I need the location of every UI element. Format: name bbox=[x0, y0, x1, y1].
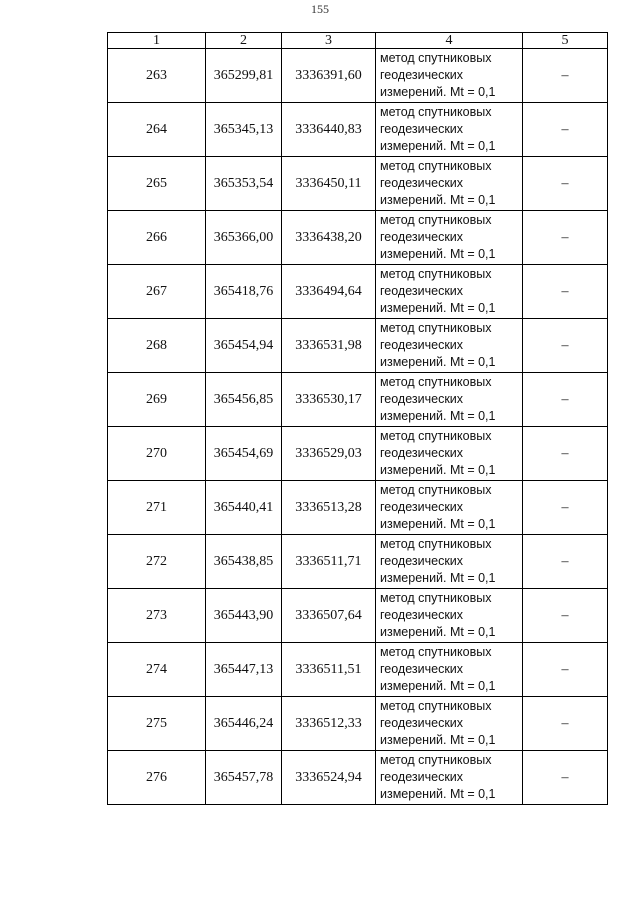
method-cell bbox=[376, 373, 523, 427]
header-col-1: 1 bbox=[108, 33, 206, 49]
method-text-line: измерений. Mt = 0,1 bbox=[380, 463, 496, 477]
table-row bbox=[108, 481, 608, 535]
note-cell: – bbox=[523, 373, 608, 427]
point-number-cell: 269 bbox=[108, 373, 206, 427]
method-text-line: измерений. Mt = 0,1 bbox=[380, 625, 496, 639]
method-text-line: метод спутниковых bbox=[380, 213, 492, 227]
y-coordinate-cell: 3336513,28 bbox=[282, 481, 376, 535]
method-text-line: измерений. Mt = 0,1 bbox=[380, 733, 496, 747]
x-coordinate-cell: 365353,54 bbox=[206, 157, 282, 211]
point-number-cell: 276 bbox=[108, 751, 206, 805]
method-text-line: измерений. Mt = 0,1 bbox=[380, 571, 496, 585]
x-coordinate-cell: 365446,24 bbox=[206, 697, 282, 751]
method-cell bbox=[376, 697, 523, 751]
method-cell bbox=[376, 589, 523, 643]
method-cell bbox=[376, 265, 523, 319]
point-number-cell: 272 bbox=[108, 535, 206, 589]
method-text-line: измерений. Mt = 0,1 bbox=[380, 139, 496, 153]
point-number-cell: 274 bbox=[108, 643, 206, 697]
y-coordinate-cell: 3336511,51 bbox=[282, 643, 376, 697]
method-text-line: метод спутниковых bbox=[380, 321, 492, 335]
table-row bbox=[108, 373, 608, 427]
x-coordinate-cell: 365440,41 bbox=[206, 481, 282, 535]
method-cell bbox=[376, 643, 523, 697]
point-number-cell: 264 bbox=[108, 103, 206, 157]
method-text-line: геодезических bbox=[380, 284, 464, 298]
method-text-line: геодезических bbox=[380, 176, 464, 190]
note-cell: – bbox=[523, 697, 608, 751]
point-number-cell: 265 bbox=[108, 157, 206, 211]
table-row bbox=[108, 427, 608, 481]
note-cell: – bbox=[523, 157, 608, 211]
method-text-line: геодезических bbox=[380, 662, 464, 676]
x-coordinate-cell: 365366,00 bbox=[206, 211, 282, 265]
y-coordinate-cell: 3336450,11 bbox=[282, 157, 376, 211]
y-coordinate-cell: 3336507,64 bbox=[282, 589, 376, 643]
table-row bbox=[108, 103, 608, 157]
header-col-5: 5 bbox=[523, 33, 608, 49]
method-text-line: измерений. Mt = 0,1 bbox=[380, 517, 496, 531]
coordinates-table bbox=[107, 32, 608, 805]
y-coordinate-cell: 3336438,20 bbox=[282, 211, 376, 265]
table-row bbox=[108, 319, 608, 373]
x-coordinate-cell: 365457,78 bbox=[206, 751, 282, 805]
header-col-4: 4 bbox=[376, 33, 523, 49]
method-text-line: геодезических bbox=[380, 716, 464, 730]
method-text-line: измерений. Mt = 0,1 bbox=[380, 193, 496, 207]
method-cell bbox=[376, 211, 523, 265]
method-text-line: измерений. Mt = 0,1 bbox=[380, 355, 496, 369]
note-cell: – bbox=[523, 103, 608, 157]
point-number-cell: 273 bbox=[108, 589, 206, 643]
table-row bbox=[108, 643, 608, 697]
note-cell: – bbox=[523, 643, 608, 697]
method-text-line: метод спутниковых bbox=[380, 51, 492, 65]
method-text-line: метод спутниковых bbox=[380, 159, 492, 173]
method-cell bbox=[376, 535, 523, 589]
method-text-line: измерений. Mt = 0,1 bbox=[380, 679, 496, 693]
table-row bbox=[108, 157, 608, 211]
note-cell: – bbox=[523, 535, 608, 589]
method-text-line: метод спутниковых bbox=[380, 267, 492, 281]
table-row bbox=[108, 589, 608, 643]
note-cell: – bbox=[523, 211, 608, 265]
method-text-line: измерений. Mt = 0,1 bbox=[380, 85, 496, 99]
method-text-line: метод спутниковых bbox=[380, 483, 492, 497]
header-col-2: 2 bbox=[206, 33, 282, 49]
note-cell: – bbox=[523, 481, 608, 535]
x-coordinate-cell: 365299,81 bbox=[206, 49, 282, 103]
method-text-line: геодезических bbox=[380, 122, 464, 136]
point-number-cell: 267 bbox=[108, 265, 206, 319]
method-text-line: метод спутниковых bbox=[380, 753, 492, 767]
note-cell: – bbox=[523, 427, 608, 481]
method-text-line: метод спутниковых bbox=[380, 375, 492, 389]
method-text-line: измерений. Mt = 0,1 bbox=[380, 247, 496, 261]
method-cell bbox=[376, 157, 523, 211]
y-coordinate-cell: 3336391,60 bbox=[282, 49, 376, 103]
table-row bbox=[108, 211, 608, 265]
table-row bbox=[108, 751, 608, 805]
note-cell: – bbox=[523, 265, 608, 319]
method-text-line: измерений. Mt = 0,1 bbox=[380, 301, 496, 315]
x-coordinate-cell: 365454,94 bbox=[206, 319, 282, 373]
table-body bbox=[108, 49, 608, 805]
method-text-line: измерений. Mt = 0,1 bbox=[380, 787, 496, 801]
table-row bbox=[108, 535, 608, 589]
method-text-line: метод спутниковых bbox=[380, 429, 492, 443]
method-text-line: геодезических bbox=[380, 392, 464, 406]
y-coordinate-cell: 3336530,17 bbox=[282, 373, 376, 427]
method-text-line: геодезических bbox=[380, 770, 464, 784]
method-cell bbox=[376, 103, 523, 157]
method-cell bbox=[376, 319, 523, 373]
x-coordinate-cell: 365447,13 bbox=[206, 643, 282, 697]
x-coordinate-cell: 365454,69 bbox=[206, 427, 282, 481]
y-coordinate-cell: 3336494,64 bbox=[282, 265, 376, 319]
method-text-line: измерений. Mt = 0,1 bbox=[380, 409, 496, 423]
table-row bbox=[108, 265, 608, 319]
page-number: 155 bbox=[311, 2, 329, 16]
note-cell: – bbox=[523, 49, 608, 103]
x-coordinate-cell: 365438,85 bbox=[206, 535, 282, 589]
y-coordinate-cell: 3336529,03 bbox=[282, 427, 376, 481]
point-number-cell: 263 bbox=[108, 49, 206, 103]
x-coordinate-cell: 365443,90 bbox=[206, 589, 282, 643]
point-number-cell: 268 bbox=[108, 319, 206, 373]
x-coordinate-cell: 365345,13 bbox=[206, 103, 282, 157]
table-row bbox=[108, 697, 608, 751]
y-coordinate-cell: 3336531,98 bbox=[282, 319, 376, 373]
y-coordinate-cell: 3336512,33 bbox=[282, 697, 376, 751]
method-text-line: геодезических bbox=[380, 500, 464, 514]
method-text-line: геодезических bbox=[380, 554, 464, 568]
y-coordinate-cell: 3336511,71 bbox=[282, 535, 376, 589]
y-coordinate-cell: 3336524,94 bbox=[282, 751, 376, 805]
note-cell: – bbox=[523, 319, 608, 373]
x-coordinate-cell: 365418,76 bbox=[206, 265, 282, 319]
note-cell: – bbox=[523, 751, 608, 805]
point-number-cell: 271 bbox=[108, 481, 206, 535]
method-cell bbox=[376, 49, 523, 103]
method-text-line: геодезических bbox=[380, 446, 464, 460]
method-text-line: метод спутниковых bbox=[380, 105, 492, 119]
method-text-line: геодезических bbox=[380, 230, 464, 244]
method-text-line: геодезических bbox=[380, 68, 464, 82]
point-number-cell: 275 bbox=[108, 697, 206, 751]
note-cell: – bbox=[523, 589, 608, 643]
header-col-3: 3 bbox=[282, 33, 376, 49]
method-text-line: метод спутниковых bbox=[380, 537, 492, 551]
x-coordinate-cell: 365456,85 bbox=[206, 373, 282, 427]
method-cell bbox=[376, 481, 523, 535]
method-text-line: метод спутниковых bbox=[380, 591, 492, 605]
method-text-line: метод спутниковых bbox=[380, 699, 492, 713]
point-number-cell: 266 bbox=[108, 211, 206, 265]
point-number-cell: 270 bbox=[108, 427, 206, 481]
method-text-line: метод спутниковых bbox=[380, 645, 492, 659]
y-coordinate-cell: 3336440,83 bbox=[282, 103, 376, 157]
table-row bbox=[108, 49, 608, 103]
table-header-row bbox=[108, 33, 608, 49]
method-cell bbox=[376, 427, 523, 481]
method-cell bbox=[376, 751, 523, 805]
method-text-line: геодезических bbox=[380, 608, 464, 622]
method-text-line: геодезических bbox=[380, 338, 464, 352]
